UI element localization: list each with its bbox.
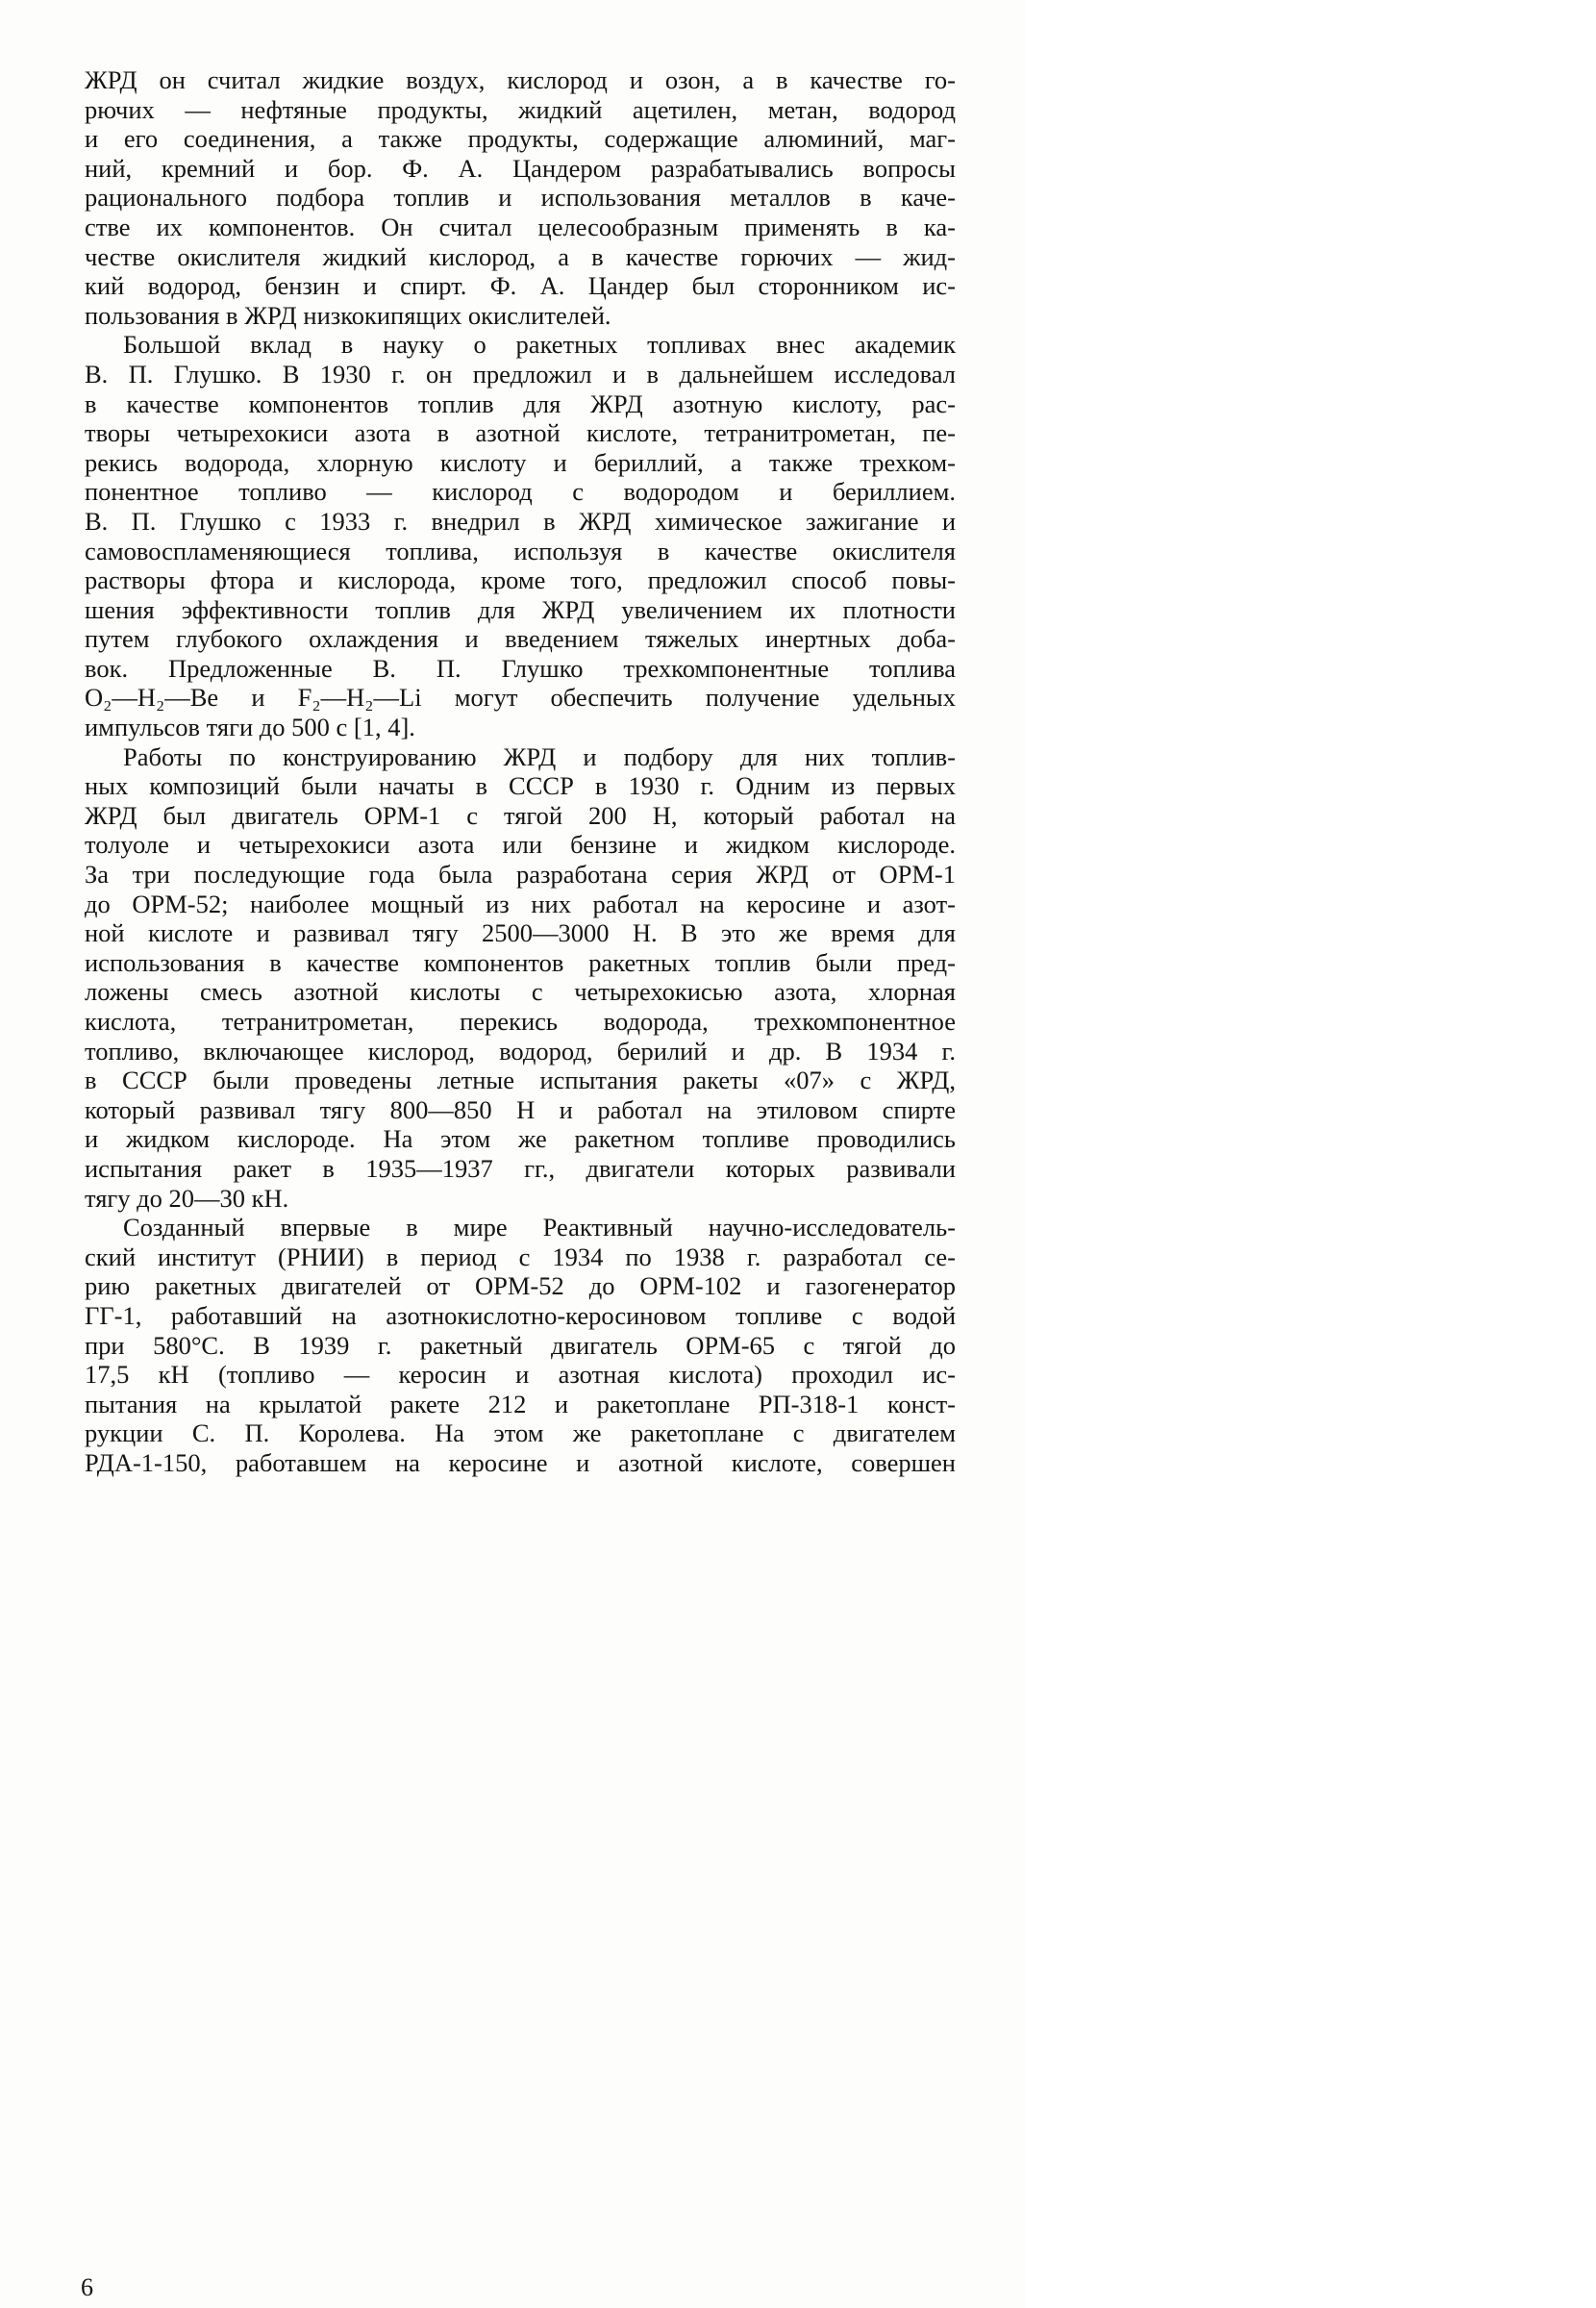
text-line: рючих — нефтяные продукты, жидкий ацетилен, метан, водород: [85, 94, 956, 124]
text-line: путем глубокого охлаждения и введением тяжелых инертных доба-: [85, 624, 956, 654]
text-line: рию ракетных двигателей от ОРМ-52 до ОРМ-102 и газогенератор: [85, 1271, 956, 1301]
text-line: в качестве компонентов топлив для ЖРД азотную кислоту, рас-: [85, 389, 956, 418]
text-line: ский институт (РНИИ) в период с 1934 по 1938 г. разработал се-: [85, 1242, 956, 1271]
text-line: рекись водорода, хлорную кислоту и бериллий, а также трехком-: [85, 447, 956, 477]
paragraph: [85, 1213, 956, 1477]
text-line: испытания ракет в 1935—1937 гг., двигатели которых развивали: [85, 1153, 956, 1183]
text-line: вок. Предложенные В. П. Глушко трехкомпонентные топлива: [85, 653, 956, 683]
text-line: Работы по конструированию ЖРД и подбору для них топлив-: [123, 741, 956, 771]
text-line: творы четырехокиси азота в азотной кислоте, тетранитрометан, пе-: [85, 418, 956, 448]
text-line: самовоспламеняющиеся топлива, используя в качестве окислителя: [85, 536, 956, 565]
text-line: растворы фтора и кислорода, кроме того, предложил способ повы-: [85, 565, 956, 595]
text-line: шения эффективности топлив для ЖРД увеличением их плотности: [85, 594, 956, 624]
text-line: ЖРД он считал жидкие воздух, кислород и озон, а в качестве го-: [85, 65, 956, 94]
text-line: использования в качестве компонентов ракетных топлив были пред-: [85, 947, 956, 977]
paragraph: [85, 742, 956, 1214]
text-line: кислота, тетранитрометан, перекись водорода, трехкомпонентное: [85, 1007, 956, 1036]
text-line: ний, кремний и бор. Ф. А. Цандером разрабатывались вопросы: [85, 153, 956, 183]
text-line: ных композиций были начаты в СССР в 1930 г. Одним из первых: [85, 771, 956, 801]
text-line: стве их компонентов. Он считал целесообразным применять в ка-: [85, 212, 956, 241]
text-line: За три последующие года была разработана серия ЖРД от ОРМ-1: [85, 860, 956, 890]
text-line: Большой вклад в науку о ракетных топливах внес академик: [123, 330, 956, 360]
page-number: 6: [81, 2273, 93, 2301]
text-line: рационального подбора топлив и использования металлов в каче-: [85, 183, 956, 213]
text-line: В. П. Глушко с 1933 г. внедрил в ЖРД химическое зажигание и: [85, 506, 956, 536]
text-line: ной кислоте и развивал тягу 2500—3000 Н. В это же время для: [85, 918, 956, 948]
text-line: который развивал тягу 800—850 Н и работал на этиловом спирте: [85, 1094, 956, 1124]
text-line: понентное топливо — кислород с водородом и бериллием.: [85, 477, 956, 507]
text-line: честве окислителя жидкий кислород, а в качестве горючих — жид-: [85, 241, 956, 271]
text-line: в СССР были проведены летные испытания ракеты «07» с ЖРД,: [85, 1066, 956, 1095]
text-line: толуоле и четырехокиси азота или бензине и жидком кислороде.: [85, 830, 956, 860]
text-line: тягу до 20—30 кН.: [85, 1183, 289, 1213]
text-line: и его соединения, а также продукты, содержащие алюминий, маг-: [85, 124, 956, 154]
text-line: В. П. Глушко. В 1930 г. он предложил и в дальнейшем исследовал: [85, 359, 956, 389]
text-line: при 580°С. В 1939 г. ракетный двигатель ОРМ-65 с тягой до: [85, 1330, 956, 1360]
text-line: 17,5 кН (топливо — керосин и азотная кислота) проходил ис-: [85, 1360, 956, 1390]
body-text: [85, 65, 956, 1478]
text-line: РДА-1-150, работавшем на керосине и азотной кислоте, совершен: [85, 1447, 956, 1477]
paragraph: [85, 65, 956, 330]
text-line: O₂—H₂—Be и F₂—H₂—Li могут обеспечить получение удельных: [85, 683, 956, 713]
paragraph: [85, 330, 956, 741]
text-line: пытания на крылатой ракете 212 и ракетоплане РП-318-1 конст-: [85, 1389, 956, 1418]
text-line: ложены смесь азотной кислоты с четырехокисью азота, хлорная: [85, 977, 956, 1007]
text-line: импульсов тяги до 500 с [1, 4].: [85, 713, 415, 742]
text-line: пользования в ЖРД низкокипящих окислителей.: [85, 300, 611, 330]
text-line: Созданный впервые в мире Реактивный научно-исследователь-: [123, 1213, 956, 1242]
text-line: кий водород, бензин и спирт. Ф. А. Цандер был сторонником ис-: [85, 271, 956, 301]
text-line: топливо, включающее кислород, водород, берилий и др. В 1934 г.: [85, 1036, 956, 1066]
text-line: до ОРМ-52; наиболее мощный из них работал на керосине и азот-: [85, 889, 956, 918]
text-line: и жидком кислороде. На этом же ракетном топливе проводились: [85, 1124, 956, 1154]
text-line: ГГ-1, работавший на азотнокислотно-керосиновом топливе с водой: [85, 1300, 956, 1330]
text-line: рукции С. П. Королева. На этом же ракетоплане с двигателем: [85, 1418, 956, 1448]
text-line: ЖРД был двигатель ОРМ-1 с тягой 200 Н, который работал на: [85, 800, 956, 830]
